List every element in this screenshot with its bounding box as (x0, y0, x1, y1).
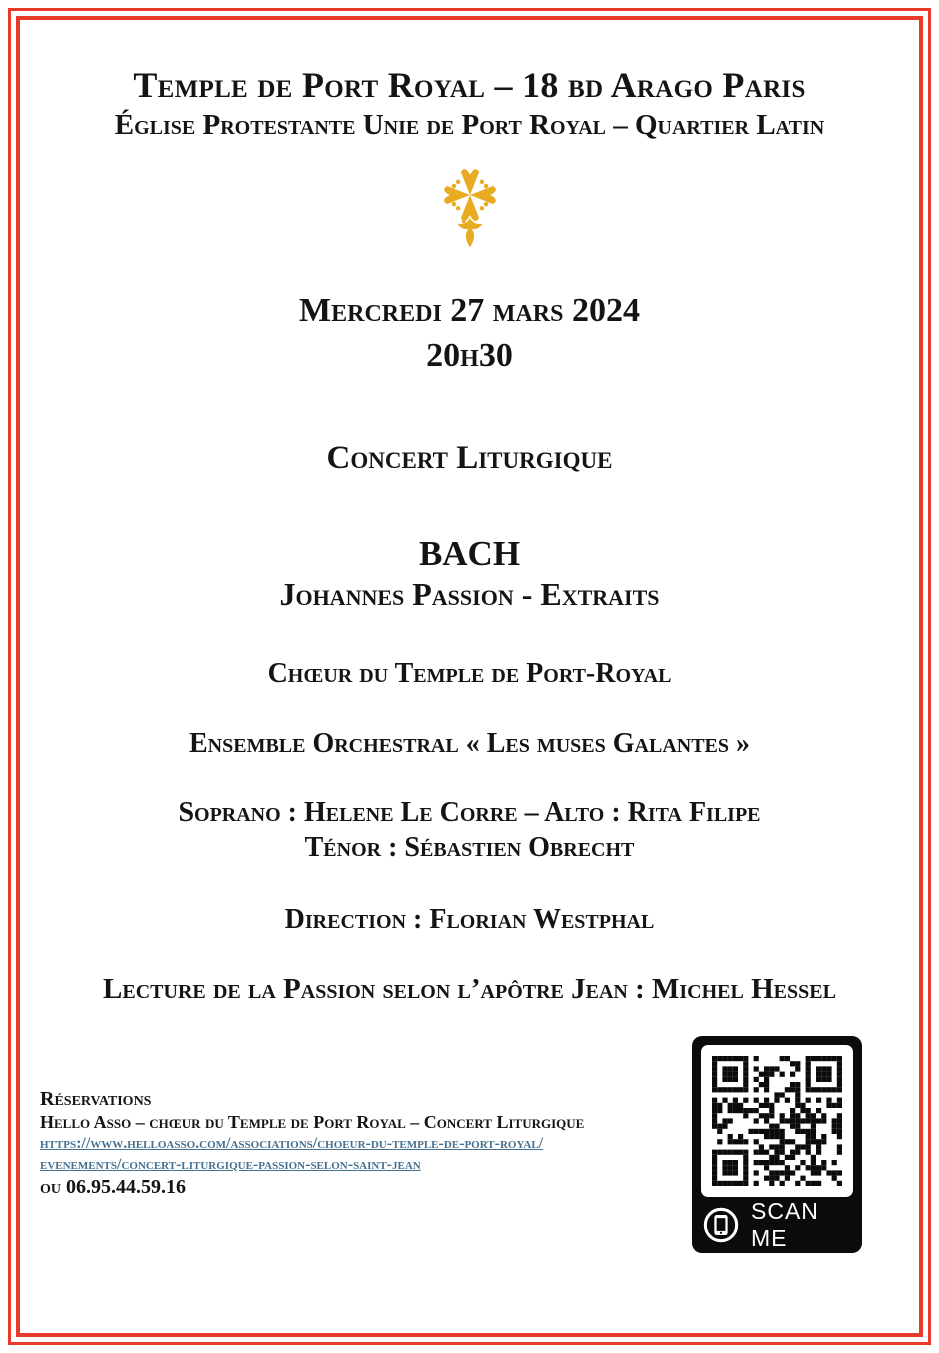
scan-me-label: SCAN ME (751, 1198, 819, 1251)
event-date: Mercredi 27 mars 2024 (299, 292, 640, 330)
booking-link-line-1[interactable]: https://www.helloasso.com/associations/choeur-du-temple-de-port-royal/ (40, 1135, 544, 1152)
reservations-platform: Hello Asso – chœur du Temple de Port Royal – Concert Liturgique (40, 1112, 585, 1132)
reservations-block (40, 1088, 680, 1199)
qr-code (701, 1045, 853, 1197)
reservations-phone: ou 06.95.44.59.16 (40, 1176, 186, 1198)
venue-title: Temple de Port Royal – 18 bd Arago Paris (133, 65, 806, 105)
soloists-line-1: Soprano : Helene Le Corre – Alto : Rita Filipe (178, 797, 761, 829)
huguenot-cross-icon (24, 163, 915, 255)
church-subtitle: Église Protestante Unie de Port Royal – Quartier Latin (114, 109, 825, 142)
event-type: Concert Liturgique (326, 440, 613, 477)
work-title: Johannes Passion - Extraits (279, 575, 660, 612)
booking-link[interactable] (40, 1133, 680, 1175)
direction-line: Direction : Florian Westphal (284, 903, 655, 935)
composer-name: BACH (418, 533, 521, 573)
soloists-block (24, 796, 915, 864)
orchestra-name: Ensemble Orchestral « Les muses Galantes » (188, 727, 751, 759)
poster-content (24, 24, 915, 1007)
choir-name: Chœur du Temple de Port-Royal (267, 658, 672, 690)
soloists-line-2: Ténor : Sébastien Obrecht (304, 831, 635, 863)
event-time: 20h30 (426, 337, 513, 375)
lecture-line: Lecture de la Passion selon l’apôtre Jean : Michel Hessel (103, 973, 836, 1006)
phone-icon (702, 1206, 740, 1244)
qr-pattern (712, 1056, 842, 1186)
scan-me-row (692, 1197, 862, 1253)
reservations-title: Réservations (40, 1088, 152, 1110)
program-block (24, 533, 915, 613)
date-time-block (24, 289, 915, 379)
qr-code-block (692, 1036, 862, 1253)
booking-link-line-2[interactable]: evenements/concert-liturgique-passion-selon-saint-jean (40, 1156, 421, 1173)
